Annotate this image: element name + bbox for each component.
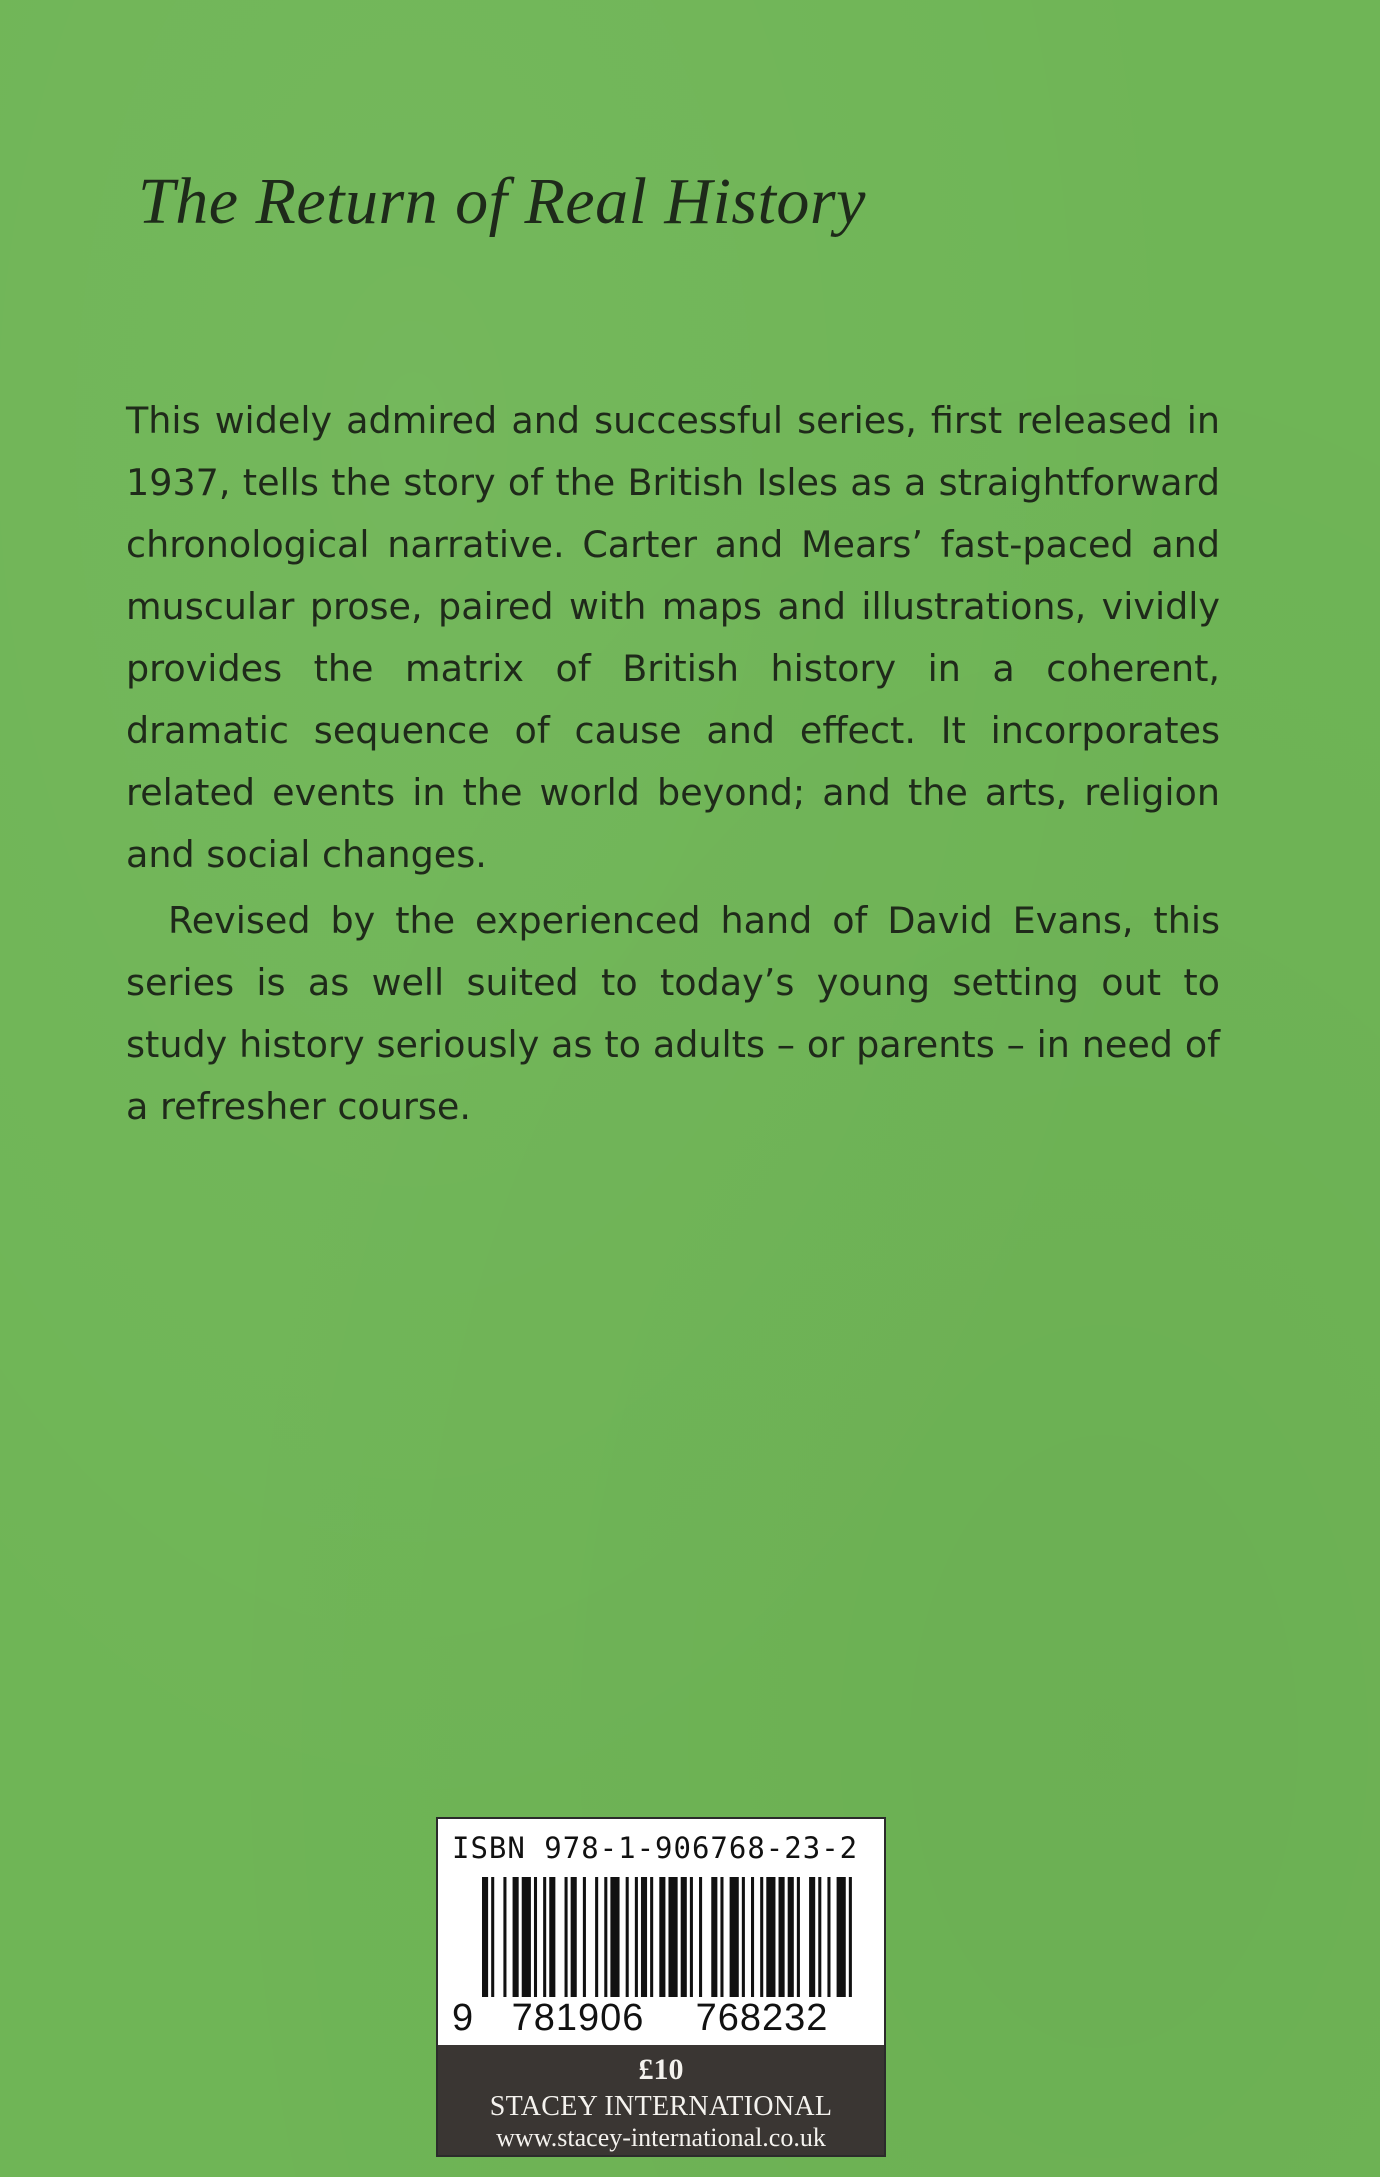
ean-left-group: 781906 (511, 1997, 645, 2039)
book-title: The Return of Real History (138, 165, 866, 238)
blurb-text (126, 390, 1220, 1138)
barcode-bar-12 (604, 1877, 607, 1997)
barcode-bar-33 (809, 1877, 815, 1997)
barcode-bar-30 (779, 1877, 785, 1997)
barcode-bar-13 (610, 1877, 619, 1997)
barcode-bar-27 (751, 1877, 754, 1997)
barcode-bar-16 (641, 1877, 647, 1997)
price-panel (438, 2045, 884, 2157)
barcode-bar-34 (818, 1877, 821, 1997)
ean-digits (452, 1997, 854, 2039)
barcode-bar-24 (720, 1877, 723, 1997)
barcode-bar-22 (699, 1877, 702, 1997)
barcode-bar-15 (635, 1877, 638, 1997)
barcode-bar-4 (522, 1877, 531, 1997)
barcode-bar-0 (482, 1877, 488, 1997)
blurb-paragraph-2: Revised by the experienced hand of David Evans, this series is as well suited to today’s young setting out to study history seriously as to adults – or parents – in need of a refresher course. (126, 899, 1220, 1128)
barcode-bar-6 (543, 1877, 546, 1997)
barcode-bar-20 (681, 1877, 687, 1997)
barcode-bar-7 (549, 1877, 555, 1997)
barcode-bar-36 (837, 1877, 846, 1997)
ean-first-digit: 9 (452, 1997, 475, 2039)
price: £10 (638, 2053, 684, 2086)
publisher-name: STACEY INTERNATIONAL (489, 2091, 833, 2122)
publisher-website: www.stacey-international.co.uk (496, 2123, 826, 2152)
barcode-bar-3 (513, 1877, 519, 1997)
barcode-bar-9 (571, 1877, 577, 1997)
barcode-bar-11 (595, 1877, 598, 1997)
barcode-bar-14 (626, 1877, 629, 1997)
barcode-bar-1 (491, 1877, 494, 1997)
barcode-bar-21 (690, 1877, 693, 1997)
blurb-paragraph-1: This widely admired and successful series, first released in 1937, tells the story of the British Isles as a straightforward chronological narrative. Carter and Mears’ fast-paced and muscular prose, paired with maps and illustrations, vividly provides the matrix of British history in a coherent, dramatic sequence of cause and effect. It incorporates related events in the world beyond; and the arts, religion and social changes. (126, 399, 1220, 876)
barcode-bar-5 (534, 1877, 537, 1997)
barcode-bar-23 (711, 1877, 717, 1997)
barcode-bar-18 (659, 1877, 665, 1997)
barcode-bar-29 (766, 1877, 775, 1997)
barcode-label (436, 1817, 886, 2157)
ean-right-group: 768232 (695, 1997, 829, 2039)
barcode-bar-17 (650, 1877, 653, 1997)
barcode-bar-26 (742, 1877, 745, 1997)
isbn-label: ISBN 978-1-906768-23-2 (452, 1831, 859, 1865)
barcode-bar-25 (730, 1877, 739, 1997)
barcode-bar-35 (827, 1877, 830, 1997)
barcode-bar-19 (668, 1877, 677, 1997)
barcode-bar-32 (797, 1877, 800, 1997)
barcode-bar-31 (788, 1877, 794, 1997)
barcode-bars (482, 1877, 858, 1997)
barcode-bar-37 (849, 1877, 852, 1997)
barcode-bar-28 (760, 1877, 763, 1997)
barcode-bar-2 (503, 1877, 506, 1997)
barcode-bar-10 (583, 1877, 586, 1997)
barcode-bar-8 (565, 1877, 568, 1997)
